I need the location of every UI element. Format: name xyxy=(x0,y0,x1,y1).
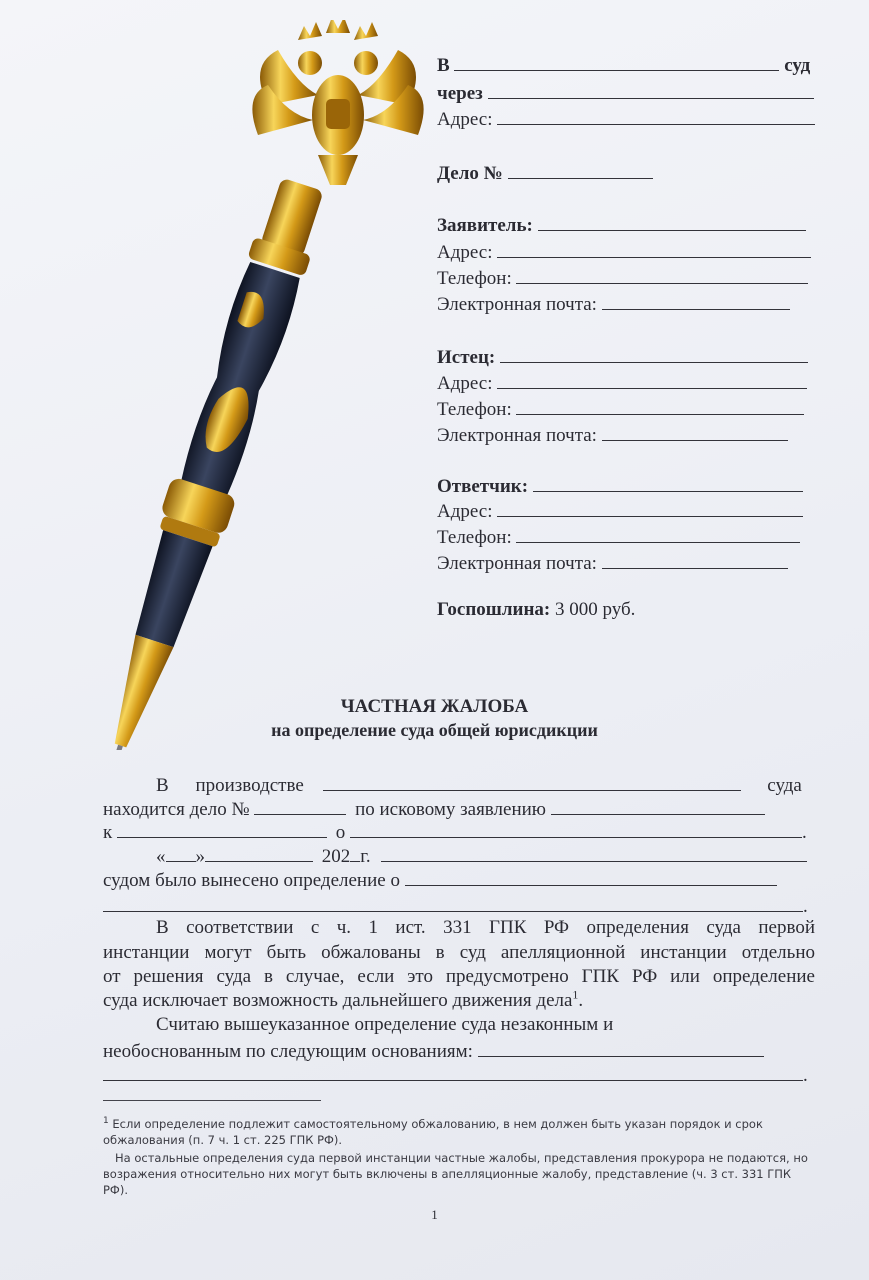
applicant-label: Заявитель: xyxy=(437,215,533,236)
p1-word-suda: суда xyxy=(767,775,802,796)
applicant-phone-line xyxy=(437,265,808,292)
p1-case-number-field[interactable] xyxy=(254,796,346,815)
p1-case-number-label: находится дело № xyxy=(103,799,250,820)
p3-line-2 xyxy=(103,1038,815,1063)
p3-grounds-field[interactable] xyxy=(478,1038,764,1057)
footnote-1: $^1$ Если определение подлежит самостоятельному обжалованию, в нем должен быть указан порядок и срок обжалования (п. 7 ч. 1 ст. 225 ГПК РФ). xyxy=(103,1116,763,1147)
defendant-address-field[interactable] xyxy=(497,498,803,517)
p2-line-4: суда исключает возможность дальнейшего движения дела$^1$. xyxy=(103,987,584,1011)
court-address-label: Адрес: xyxy=(437,109,493,130)
p1-claim-label: по исковому заявлению xyxy=(355,799,546,820)
footnote-2: На остальные определения суда первой инстанции частные жалобы, представления прокурора не подаются, но возражения относительно них могут быть включены в апелляционные жалобу, представление (ч. 3 ст. 331 ГПК РФ). xyxy=(103,1151,808,1197)
via-line xyxy=(437,80,814,107)
defendant-phone-label: Телефон: xyxy=(437,527,512,548)
document-subtitle: на определение суда общей юрисдикции xyxy=(271,720,598,740)
p1-line-5 xyxy=(103,867,815,892)
p1-line-6: . xyxy=(103,893,815,918)
p3-grounds-label: необоснованным по следующим основаниям: xyxy=(103,1041,473,1062)
plaintiff-address-label: Адрес: xyxy=(437,373,493,394)
gold-eagle-pen-icon xyxy=(20,20,440,750)
p3-line-3: . xyxy=(103,1062,815,1087)
court-prefix: В xyxy=(437,55,450,76)
p1-defendant-field[interactable] xyxy=(117,819,327,838)
p1-ruling-continued-field[interactable] xyxy=(103,893,803,912)
court-address-field[interactable] xyxy=(497,106,815,125)
p1-ruling-label: судом было вынесено определение о xyxy=(103,870,400,891)
plaintiff-field[interactable] xyxy=(500,344,808,363)
p1-claimant-field[interactable] xyxy=(551,796,765,815)
plaintiff-address-field[interactable] xyxy=(497,370,807,389)
p1-date-extra-field[interactable] xyxy=(381,843,807,862)
defendant-phone-field[interactable] xyxy=(516,524,800,543)
applicant-address-label: Адрес: xyxy=(437,242,493,263)
footnote-separator xyxy=(103,1100,321,1101)
defendant-email-line xyxy=(437,550,788,577)
applicant-address-field[interactable] xyxy=(497,239,811,258)
applicant-email-line xyxy=(437,291,790,318)
applicant-phone-field[interactable] xyxy=(516,265,808,284)
p1-word-proizvodstve: производстве xyxy=(195,775,304,796)
via-label: через xyxy=(437,83,483,104)
state-fee-value: 3 000 руб. xyxy=(554,599,636,620)
via-field[interactable] xyxy=(488,80,814,99)
p2-line-1: В соответствии с ч. 1 ист. 331 ГПК РФ определения суда первой xyxy=(156,917,815,938)
state-fee-label: Госпошлина: xyxy=(437,599,551,620)
p1-line-3: к о . xyxy=(103,819,815,844)
applicant-line xyxy=(437,212,806,239)
p3-text-1: Считаю вышеуказанное определение суда незаконным и xyxy=(156,1014,614,1035)
plaintiff-label: Истец: xyxy=(437,347,496,368)
p3-grounds-continued-field[interactable] xyxy=(103,1062,803,1081)
p1-line-4: « » 202 г. xyxy=(103,843,815,868)
p2-line-3: от решения суда в случае, если это предусмотрено ГПК РФ или определение xyxy=(103,966,815,987)
court-name-field[interactable] xyxy=(454,52,779,71)
date-month-field[interactable] xyxy=(205,843,313,862)
court-in-proceedings-field[interactable] xyxy=(323,772,741,791)
defendant-line xyxy=(437,473,803,500)
plaintiff-email-label: Электронная почта: xyxy=(437,425,597,446)
p1-against-label: к xyxy=(103,822,113,843)
plaintiff-phone-label: Телефон: xyxy=(437,399,512,420)
plaintiff-phone-line xyxy=(437,396,804,423)
applicant-email-field[interactable] xyxy=(602,291,790,310)
plaintiff-line xyxy=(437,344,808,371)
defendant-label: Ответчик: xyxy=(437,476,529,497)
p1-subject-field[interactable] xyxy=(350,819,802,838)
plaintiff-email-line xyxy=(437,422,788,449)
date-year-prefix: 202 xyxy=(321,846,351,867)
case-number-line xyxy=(437,160,653,187)
page-number: 1 xyxy=(431,1207,438,1222)
court-address-line xyxy=(437,106,815,133)
p3-line-1 xyxy=(103,1014,815,1036)
p1-ruling-field[interactable] xyxy=(405,867,777,886)
defendant-address-line xyxy=(437,498,803,525)
court-suffix: суд xyxy=(784,55,811,76)
applicant-field[interactable] xyxy=(538,212,806,231)
state-fee-line xyxy=(437,597,635,623)
p1-word-v: В xyxy=(156,775,169,796)
document-title: ЧАСТНАЯ ЖАЛОБА xyxy=(340,696,529,717)
p1-line-1 xyxy=(103,772,815,797)
applicant-phone-label: Телефон: xyxy=(437,268,512,289)
plaintiff-email-field[interactable] xyxy=(602,422,788,441)
plaintiff-phone-field[interactable] xyxy=(516,396,804,415)
case-number-field[interactable] xyxy=(508,160,653,179)
footnote-reference[interactable]: 1 xyxy=(572,987,579,1002)
defendant-address-label: Адрес: xyxy=(437,501,493,522)
date-year-field[interactable] xyxy=(350,843,360,862)
court-line xyxy=(437,52,810,79)
defendant-email-field[interactable] xyxy=(602,550,788,569)
p2-line-2: инстанции могут быть обжалованы в суд апелляционной инстанции отдельно xyxy=(103,942,815,963)
applicant-email-label: Электронная почта: xyxy=(437,294,597,315)
applicant-address-line xyxy=(437,239,811,266)
defendant-email-label: Электронная почта: xyxy=(437,553,597,574)
defendant-field[interactable] xyxy=(533,473,803,492)
date-day-field[interactable] xyxy=(166,843,196,862)
p1-line-2 xyxy=(103,796,815,821)
p1-about-label: о xyxy=(335,822,346,843)
defendant-phone-line xyxy=(437,524,800,551)
plaintiff-address-line xyxy=(437,370,807,397)
case-number-label: Дело № xyxy=(437,163,503,184)
